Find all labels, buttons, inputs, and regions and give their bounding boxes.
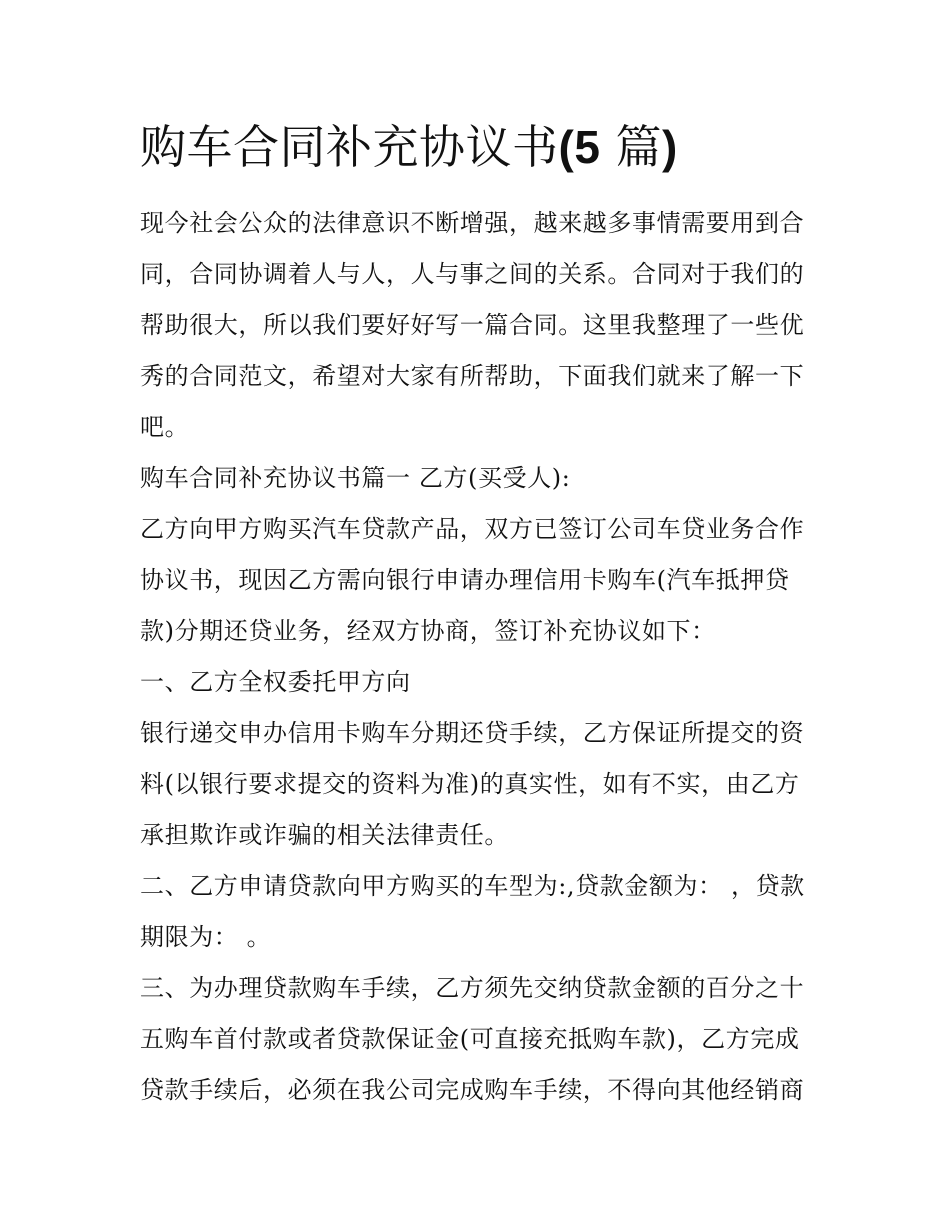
- body-line-2: 同，合同协调着人与人，人与事之间的关系。合同对于我们的: [140, 260, 805, 288]
- title-paren: (5: [558, 121, 601, 173]
- body-line-12: 料(以银行要求提交的资料为准)的真实性，如有不实，由乙方: [140, 770, 800, 798]
- body-line-10: 一、乙方全权委托甲方向: [140, 668, 411, 696]
- title-space: [600, 120, 615, 174]
- title-main: 购车合同补充协议书: [140, 120, 559, 174]
- body-line-6: 购车合同补充协议书篇一 乙方(买受人):: [140, 464, 571, 492]
- body-line-3: 帮助很大，所以我们要好好写一篇合同。这里我整理了一些优: [140, 311, 805, 339]
- body-line-9: 款)分期还贷业务，经双方协商，签订补充协议如下：: [140, 617, 716, 645]
- document-title: [140, 112, 840, 182]
- body-line-7: 乙方向甲方购买汽车贷款产品，双方已签订公司车贷业务合作: [140, 515, 805, 543]
- body-line-13: 承担欺诈或诈骗的相关法律责任。: [140, 821, 509, 849]
- document-body: [140, 198, 820, 1116]
- body-line-16: 三、为办理贷款购车手续，乙方须先交纳贷款金额的百分之十: [140, 974, 805, 1002]
- body-line-5: 吧。: [140, 413, 190, 441]
- body-line-8: 协议书，现因乙方需向银行申请办理信用卡购车(汽车抵押贷: [140, 566, 790, 594]
- body-line-4: 秀的合同范文，希望对大家有所帮助，下面我们就来了解一下: [140, 362, 805, 390]
- body-line-15: 期限为： 。: [140, 923, 272, 951]
- body-line-14: 二、乙方申请贷款向甲方购买的车型为:,贷款金额为： ，贷款: [140, 872, 805, 900]
- title-close: ): [662, 121, 678, 173]
- body-line-17: 五购车首付款或者贷款保证金(可直接充抵购车款)，乙方完成: [140, 1025, 800, 1053]
- title-word: 篇: [615, 120, 663, 174]
- body-line-11: 银行递交申办信用卡购车分期还贷手续，乙方保证所提交的资: [140, 719, 805, 747]
- body-line-1: 现今社会公众的法律意识不断增强，越来越多事情需要用到合: [140, 209, 805, 237]
- body-line-18: 贷款手续后，必须在我公司完成购车手续，不得向其他经销商: [140, 1076, 805, 1104]
